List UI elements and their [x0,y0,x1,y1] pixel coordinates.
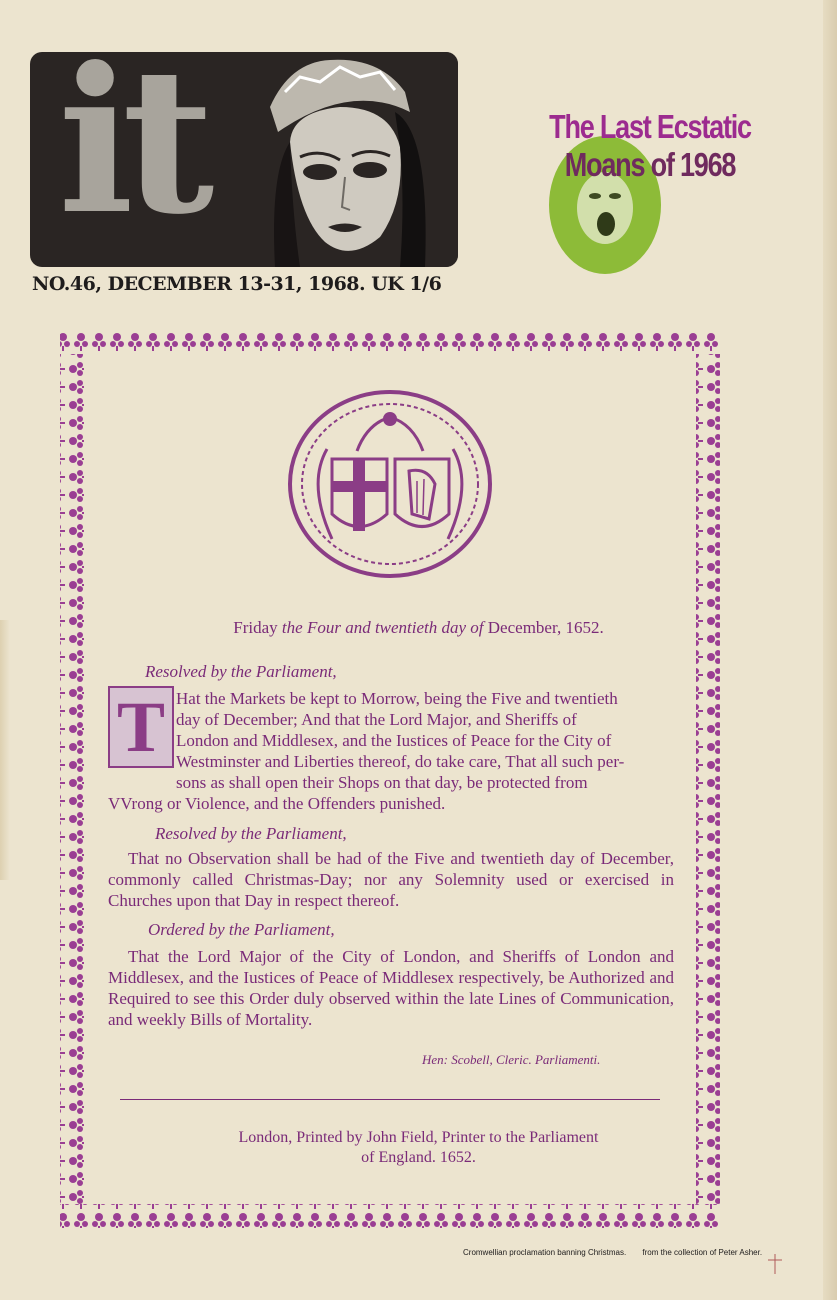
caption-right: from the collection of Peter Asher. [642,1248,763,1257]
divider-rule [120,1099,660,1100]
paragraph-1-last-line: VVrong or Violence, and the Offenders punished. [108,794,446,813]
resolution-heading-2: Resolved by the Parliament, [155,824,347,843]
crop-mark-icon [768,1254,782,1274]
paragraph-1-line-5: sons as shall open their Shops on that day, be protected from [176,773,588,792]
printer-imprint [0,1128,837,1168]
date-part-c: December, 1652. [483,618,604,637]
dropcap-letter: T [108,686,174,768]
date-part-b: the Four and twentieth day of [281,618,484,637]
paragraph-1-line-2: day of December; And that the Lord Major, and Sheriffs of [176,710,577,729]
issue-line: NO.46, DECEMBER 13-31, 1968. UK 1/6 [32,273,442,295]
proclamation-date [0,618,837,638]
it-logo: it [58,52,203,259]
city-seal-emblem [287,389,493,579]
imprint-line-1: London, Printed by John Field, Printer to the Parliament [238,1129,599,1146]
date-part-a: Friday [233,618,282,637]
paragraph-2: That no Observation shall be had of the Five and twentieth day of December, commonly called Christmas-Day; nor any Solemnity used or exercised in Churches upon that Day in respect thereof. [108,849,674,910]
caption-left: Cromwellian proclamation banning Christmas. [463,1248,627,1257]
order-heading: Ordered by the Parliament, [148,920,335,939]
cover-headline [527,108,773,184]
headline-line-1: The Last Ecstatic [549,108,751,145]
resolution-heading-1: Resolved by the Parliament, [145,662,337,681]
paragraph-1-line-3: London and Middlesex, and the Iustices of Peace for the City of [176,731,612,750]
paragraph-3: That the Lord Major of the City of London, and Sheriffs of London and Middlesex, and the Iustices of Peace of Middlesex respectively, be Authorized and Required to see this Order duly observed within the late Lines of Communication, and weekly Bills of Mortality. [108,947,674,1029]
clerk-signature: Hen: Scobell, Cleric. Parliamenti. [422,1052,601,1067]
paragraph-1-line-1: Hat the Markets be kept to Morrow, being the Five and twentieth [176,689,618,708]
paragraph-1-line-4: Westminster and Liberties thereof, do take care, That all such per- [176,752,625,771]
imprint-line-2: of England. 1652. [361,1149,476,1166]
headline-line-2: Moans of 1968 [564,146,736,183]
photo-caption [463,1248,776,1257]
